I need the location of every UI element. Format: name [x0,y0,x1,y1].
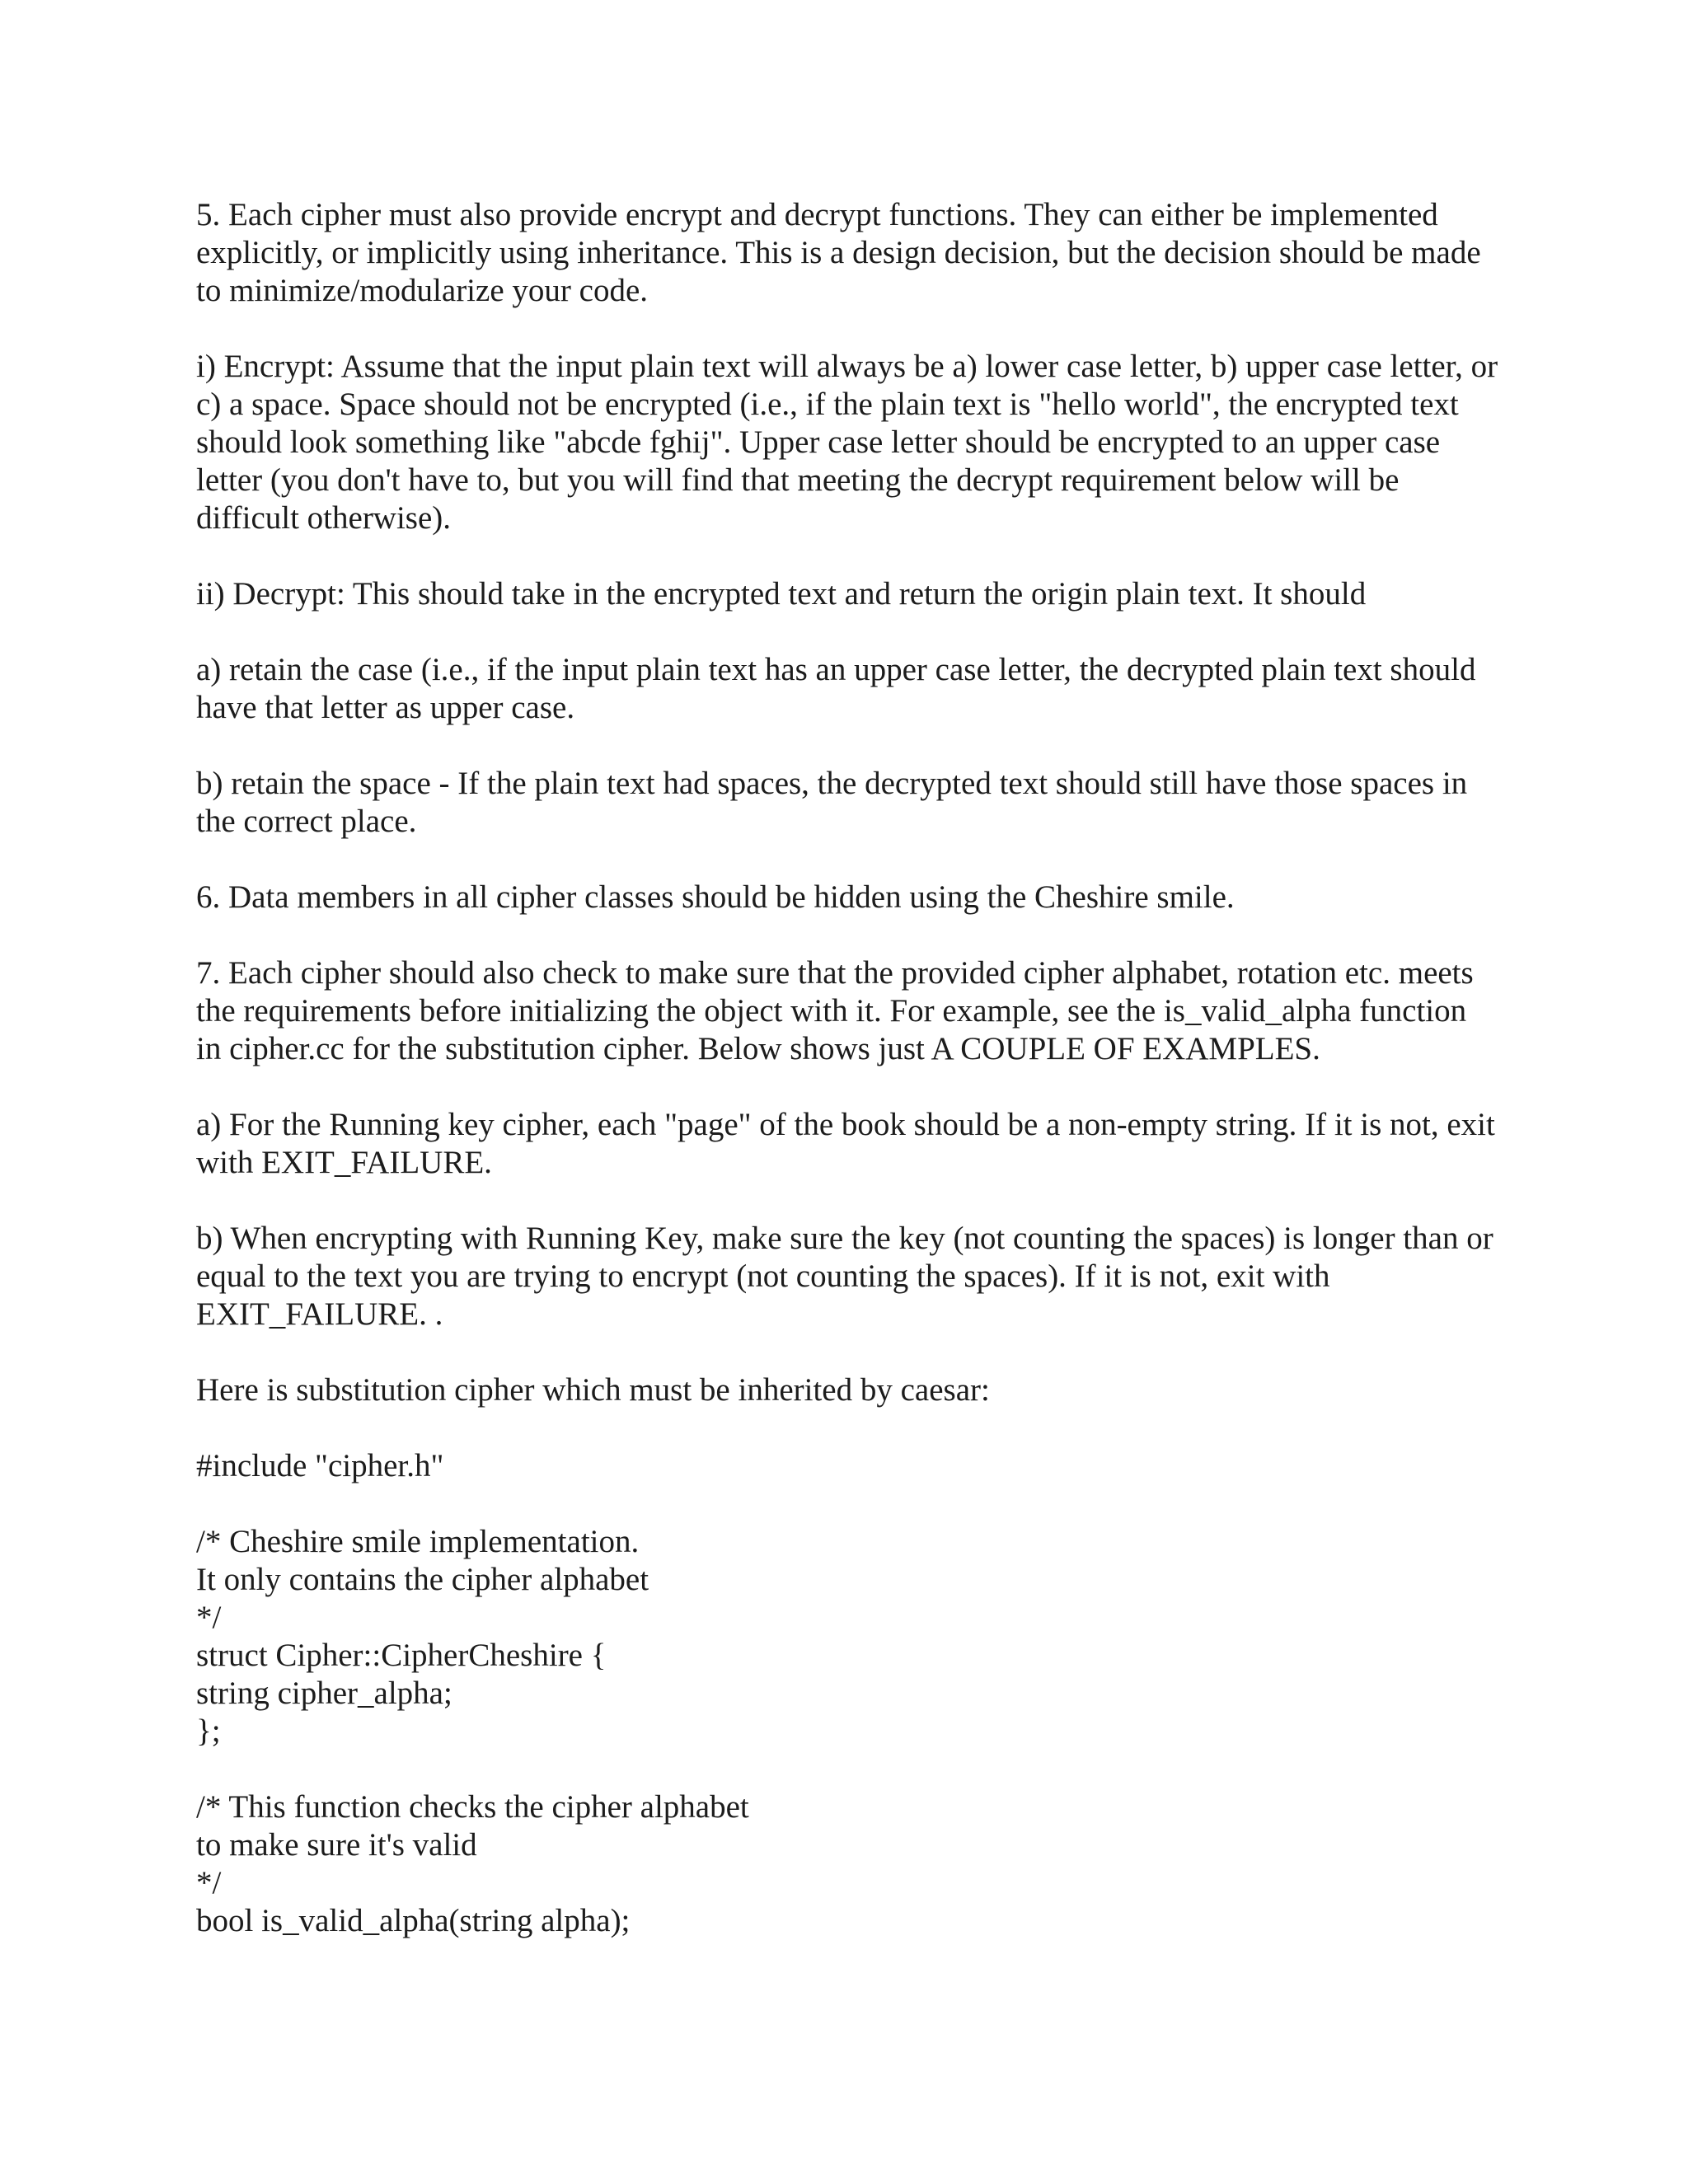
paragraph-item-6: 6. Data members in all cipher classes should be hidden using the Cheshire smile. [196,879,1235,915]
paragraph-decrypt: ii) Decrypt: This should take in the encrypted text and return the origin plain text. It should [196,576,1367,612]
code-block-cheshire [196,1523,1498,1750]
paragraph-item-5: 5. Each cipher must also provide encrypt and decrypt functions. They can either be implemented explicitly, or implicitly using inheritance. This is a design decision, but the decision should be made to minimize/modularize your code. [196,197,1481,308]
code-line: string cipher_alpha; [196,1675,452,1711]
paragraph-substitution-intro: Here is substitution cipher which must be inherited by caesar: [196,1372,990,1408]
document-body [196,196,1498,1978]
paragraph-encrypt: i) Encrypt: Assume that the input plain text will always be a) lower case letter, b) upper case letter, or c) a space. Space should not be encrypted (i.e., if the plain text is "hello world", the encrypted text should look something like "abcde fghij". Upper case letter should be encrypted to an upper case letter (you don't have to, but you will find that meeting the decrypt requirement below will be difficult otherwise). [196,349,1498,536]
paragraph-retain-space: b) retain the space - If the plain text had spaces, the decrypted text should still have those spaces in the correct place. [196,766,1468,839]
paragraph-retain-case: a) retain the case (i.e., if the input plain text has an upper case letter, the decrypted plain text should have that letter as upper case. [196,652,1476,725]
code-line: /* This function checks the cipher alphabet [196,1789,749,1825]
code-line: }; [196,1713,221,1749]
code-line: /* Cheshire smile implementation. [196,1524,640,1559]
code-line: */ [196,1865,222,1900]
code-block-valid-alpha [196,1788,1498,1940]
code-line: bool is_valid_alpha(string alpha); [196,1903,631,1938]
paragraph-running-key-page: a) For the Running key cipher, each "page" of the book should be a non-empty string. If it is not, exit with EXIT_FAILURE. [196,1107,1495,1180]
code-line: #include "cipher.h" [196,1448,444,1483]
code-line: to make sure it's valid [196,1827,477,1863]
code-line: struct Cipher::CipherCheshire { [196,1638,607,1673]
paragraph-running-key-length: b) When encrypting with Running Key, make sure the key (not counting the spaces) is longer than or equal to the text you are trying to encrypt (not counting the spaces). If it is not, exit with EXIT_FAILURE. . [196,1221,1493,1332]
paragraph-item-7: 7. Each cipher should also check to make sure that the provided cipher alphabet, rotation etc. meets the requirements before initializing the object with it. For example, see the is_valid_alpha function in cipher.cc for the substitution cipher. Below shows just A COUPLE OF EXAMPLES. [196,955,1474,1066]
code-line: It only contains the cipher alphabet [196,1562,649,1597]
code-include [196,1447,1498,1485]
code-line: */ [196,1600,222,1635]
